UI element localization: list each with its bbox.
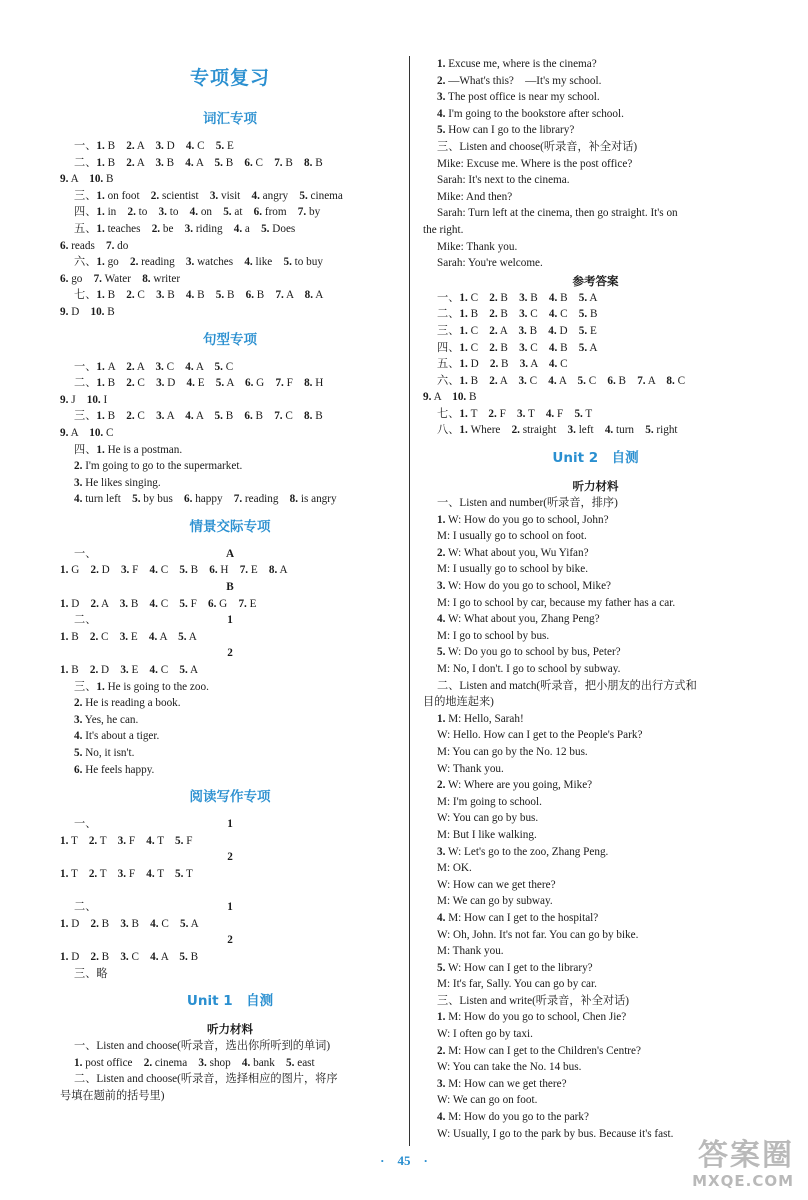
line-text: M: I go to school by bus. [437, 629, 550, 642]
line-text: 1. D 2. A 3. B 4. C 5. F 6. G 7. E [60, 597, 257, 610]
line-text: 5. How can I go to the library? [437, 124, 575, 137]
text-line [423, 373, 768, 390]
line-text: M: I usually go to school by bike. [437, 563, 589, 576]
line-text: 三、略 [74, 967, 108, 980]
line-text: 4. I'm going to the bookstore after school. [437, 107, 624, 120]
line-text: W: Usually, I go to the park by bus. Because it's fast. [437, 1127, 674, 1140]
text-line [423, 189, 768, 206]
sub-section-title: 听力材料 [572, 479, 619, 494]
section-title: 词汇专项 [203, 111, 257, 127]
text-line [60, 491, 400, 508]
text-line [60, 612, 400, 629]
group-label: 1 [227, 818, 233, 831]
page-number: · 45 · [380, 1153, 428, 1168]
line-text: 6. go 7. Water 8. writer [60, 272, 181, 285]
text-line [423, 89, 768, 106]
line-text: 八、1. Where 2. straight 3. left 4. turn 5. right [437, 424, 678, 437]
text-line [423, 744, 768, 761]
text-line [60, 645, 400, 662]
line-text: 1. D 2. B 3. B 4. C 5. A [60, 917, 199, 930]
text-line [423, 239, 768, 256]
text-line [423, 711, 768, 728]
group-label: 1 [227, 901, 233, 914]
line-text: W: Oh, John. It's not far. You can go by bike. [437, 928, 639, 941]
text-line [423, 877, 768, 894]
text-line [423, 255, 768, 272]
text-line [60, 679, 400, 696]
line-text: 4. It's about a tiger. [74, 730, 160, 743]
text-line [423, 528, 768, 545]
text-line [423, 495, 768, 512]
section-title: 情景交际专项 [189, 518, 271, 535]
text-line [60, 408, 400, 425]
text-line [423, 993, 768, 1010]
text-line [423, 56, 768, 73]
text-line [60, 1055, 400, 1072]
text-line [423, 927, 768, 944]
line-text: Mike: Thank you. [437, 240, 518, 253]
line-text: 三、Listen and write(听录音，补全对话) [437, 994, 630, 1007]
line-text: Sarah: It's next to the cinema. [437, 174, 570, 187]
text-line [423, 910, 768, 927]
watermark-text: 答案圈 [698, 1138, 794, 1173]
line-text: 七、1. T 2. F 3. T 4. F 5. T [437, 407, 593, 420]
line-text: 2. I'm going to go to the supermarket. [74, 460, 243, 473]
line-text: 2. —What's this? —It's my school. [437, 74, 602, 87]
line-text: 5. W: Do you go to school by bus, Peter? [437, 646, 621, 659]
text-line [60, 966, 400, 983]
text-line [423, 106, 768, 123]
text-line [60, 762, 400, 779]
line-text: 1. G 2. D 3. F 4. C 5. B 6. H 7. E 8. A [60, 564, 288, 577]
text-line [423, 406, 768, 423]
text-line [60, 849, 400, 866]
line-text: 三、Listen and choose(听录音，补全对话) [437, 140, 638, 153]
line-text: 二、 [74, 614, 97, 627]
line-text: M: You can go by the No. 12 bus. [437, 745, 588, 758]
line-text: 3. W: How do you go to school, Mike? [437, 580, 612, 593]
line-text: 1. W: How do you go to school, John? [437, 513, 609, 526]
section-title: Unit 2 自测 [552, 450, 639, 467]
text-line [60, 916, 400, 933]
text-line [423, 727, 768, 744]
line-text: 3. Yes, he can. [74, 713, 139, 726]
sub-section-title: 听力材料 [207, 1022, 253, 1037]
text-line [60, 271, 400, 288]
group-label: B [226, 581, 234, 594]
text-line [60, 932, 400, 949]
text-line [60, 695, 400, 712]
line-text: 4. W: What about you, Zhang Peng? [437, 613, 600, 626]
text-line [423, 222, 768, 239]
column-divider [409, 56, 410, 1146]
text-line [423, 761, 768, 778]
text-line [423, 578, 768, 595]
line-text: 一、Listen and number(听录音，排序) [437, 497, 618, 510]
line-text: 3. M: How can we get there? [437, 1077, 567, 1090]
text-line [60, 745, 400, 762]
text-line [60, 833, 400, 850]
text-line [423, 545, 768, 562]
line-text: 9. A 10. B [60, 173, 114, 186]
text-line [60, 1071, 400, 1088]
text-line [423, 794, 768, 811]
text-line [60, 254, 400, 271]
text-line [60, 155, 400, 172]
text-line [423, 644, 768, 661]
line-text: 2. M: How can I get to the Children's Centre? [437, 1044, 641, 1057]
line-text: 3. He likes singing. [74, 476, 161, 489]
text-line [60, 949, 400, 966]
line-text: 1. post office 2. cinema 3. shop 4. bank 5. east [74, 1056, 315, 1069]
text-line [423, 678, 768, 695]
group-label: 2 [227, 647, 233, 660]
line-text: 5. W: How can I get to the library? [437, 961, 593, 974]
text-line [423, 561, 768, 578]
line-text: 四、1. He is a postman. [74, 443, 183, 456]
text-line [423, 172, 768, 189]
section-title: Unit 1 自测 [186, 993, 274, 1010]
text-line [60, 866, 400, 883]
text-line [60, 392, 400, 409]
right-column [423, 56, 768, 1142]
text-line [60, 171, 400, 188]
line-text: 三、1. B 2. C 3. A 4. A 5. B 6. B 7. C 8. B [74, 410, 323, 423]
line-text: 一、Listen and choose(听录音，选出你所听到的单词) [74, 1040, 331, 1053]
text-line [60, 596, 400, 613]
text-line [60, 442, 400, 459]
line-text: 9. J 10. I [60, 393, 108, 406]
line-text: 9. D 10. B [60, 305, 115, 318]
text-line [60, 188, 400, 205]
text-line [423, 943, 768, 960]
text-line [60, 562, 400, 579]
line-text: 4. M: How do you go to the park? [437, 1111, 589, 1124]
text-line [423, 122, 768, 139]
line-text: 一、 [74, 547, 97, 560]
text-line [60, 359, 400, 376]
text-line [423, 844, 768, 861]
text-line [423, 512, 768, 529]
text-line [423, 611, 768, 628]
line-text: 5. No, it isn't. [74, 747, 135, 759]
line-text: 二、1. B 2. C 3. D 4. E 5. A 6. G 7. F 8. H [74, 377, 324, 390]
line-text: W: You can go by bus. [437, 812, 539, 825]
line-text: M: I usually go to school on foot. [437, 530, 587, 543]
group-label: A [225, 547, 235, 560]
line-text: 2. W: Where are you going, Mike? [437, 779, 593, 792]
line-text: W: How can we get there? [437, 878, 556, 891]
line-text: 一、 [74, 818, 97, 831]
line-text: 四、1. C 2. B 3. C 4. B 5. A [437, 341, 598, 354]
section-title: 阅读写作专项 [189, 789, 271, 806]
text-line [423, 976, 768, 993]
text-line [423, 777, 768, 794]
text-line [60, 579, 400, 596]
text-line [423, 595, 768, 612]
line-text: 三、1. on foot 2. scientist 3. visit 4. angry 5. cinema [74, 189, 343, 202]
line-text: M: We can go by subway. [437, 895, 553, 908]
line-text: M: I'm going to school. [437, 795, 542, 808]
text-line [60, 375, 400, 392]
line-text: 6. He feels happy. [74, 763, 155, 776]
group-label: 2 [227, 851, 233, 864]
line-text: 四、1. in 2. to 3. to 4. on 5. at 6. from 7. by [74, 206, 321, 219]
line-text: 二、Listen and match(听录音，把小朋友的出行方式和 [437, 679, 697, 692]
line-text: 二、Listen and choose(听录音，选择相应的图片，将序 [74, 1073, 338, 1086]
text-line [60, 287, 400, 304]
line-text: 一、1. B 2. A 3. D 4. C 5. E [74, 140, 234, 152]
text-line [423, 1092, 768, 1109]
text-line [423, 1076, 768, 1093]
line-text: 六、1. go 2. reading 3. watches 4. like 5. to buy [74, 256, 323, 269]
line-text: the right. [423, 223, 464, 236]
text-line [60, 1038, 400, 1055]
text-line [423, 306, 768, 323]
text-line [423, 1043, 768, 1060]
line-text: Sarah: You're welcome. [437, 257, 543, 270]
line-text: 五、1. D 2. B 3. A 4. C [437, 358, 568, 371]
text-line [423, 356, 768, 373]
text-line [60, 475, 400, 492]
text-line [423, 73, 768, 90]
text-line [60, 816, 400, 833]
text-line [423, 827, 768, 844]
line-text: 七、1. B 2. C 3. B 4. B 5. B 6. B 7. A 8. A [74, 289, 324, 302]
line-text: W: You can take the No. 14 bus. [437, 1061, 582, 1074]
text-line [60, 546, 400, 563]
line-text: 1. T 2. T 3. F 4. T 5. F [60, 834, 193, 847]
text-line [423, 205, 768, 222]
text-line [423, 340, 768, 357]
watermark-url: MXQE.COM [692, 1172, 794, 1190]
text-line [423, 694, 768, 711]
line-text: Mike: And then? [437, 190, 513, 203]
text-line [60, 883, 400, 900]
line-text: 6. reads 7. do [60, 239, 129, 252]
text-line [60, 221, 400, 238]
text-line [60, 1088, 400, 1105]
line-text: 4. M: How can I get to the hospital? [437, 911, 599, 924]
line-text: 二、1. B 2. B 3. C 4. C 5. B [437, 308, 598, 321]
text-line [60, 712, 400, 729]
watermark-logo [692, 1140, 794, 1190]
line-text: M: No, I don't. I go to school by subway. [437, 663, 621, 675]
line-text: Sarah: Turn left at the cinema, then go straight. It's on [437, 207, 678, 220]
line-text: M: I go to school by car, because my father has a car. [437, 596, 676, 609]
text-line [423, 139, 768, 156]
text-line [423, 661, 768, 678]
line-text: Mike: Excuse me. Where is the post office? [437, 157, 633, 170]
line-text: M: It's far, Sally. You can go by car. [437, 978, 597, 991]
text-line [423, 960, 768, 977]
line-text: W: I often go by taxi. [437, 1028, 533, 1041]
line-text: 3. The post office is near my school. [437, 91, 600, 104]
text-line [423, 156, 768, 173]
text-line [423, 323, 768, 340]
group-label: 1 [227, 614, 233, 627]
line-text: 三、1. C 2. A 3. B 4. D 5. E [437, 324, 597, 337]
line-text: W: Hello. How can I get to the People's Park? [437, 729, 643, 742]
line-text: W: Thank you. [437, 762, 504, 775]
text-line [423, 1009, 768, 1026]
text-line [60, 899, 400, 916]
line-text: 4. turn left 5. by bus 6. happy 7. reading 8. is angry [74, 493, 337, 506]
line-text: 9. A 10. B [423, 391, 477, 404]
line-text: 2. W: What about you, Wu Yifan? [437, 546, 589, 559]
text-line [60, 204, 400, 221]
line-text: W: We can go on foot. [437, 1094, 538, 1107]
line-text: 1. T 2. T 3. F 4. T 5. T [60, 867, 193, 880]
text-line [423, 1026, 768, 1043]
text-line [423, 1109, 768, 1126]
text-line [423, 389, 768, 406]
text-line [423, 1059, 768, 1076]
text-line [60, 728, 400, 745]
text-line [60, 425, 400, 442]
line-text: 二、1. B 2. A 3. B 4. A 5. B 6. C 7. B 8. B [74, 156, 323, 169]
line-text: 1. D 2. B 3. C 4. A 5. B [60, 950, 199, 963]
text-line [423, 290, 768, 307]
line-text: 3. W: Let's go to the zoo, Zhang Peng. [437, 845, 609, 858]
text-line [423, 860, 768, 877]
answer-key-title: 参考答案 [572, 273, 619, 288]
section-title: 句型专项 [203, 331, 257, 348]
line-text: 1. M: Hello, Sarah! [437, 712, 524, 725]
text-line [60, 138, 400, 155]
line-text: 一、1. A 2. A 3. C 4. A 5. C [74, 360, 234, 373]
text-line [60, 238, 400, 255]
text-line [423, 893, 768, 910]
line-text: 号填在题前的括号里) [60, 1089, 165, 1102]
line-text: 9. A 10. C [60, 426, 114, 439]
text-line [60, 629, 400, 646]
line-text: M: But I like walking. [437, 828, 537, 841]
line-text: 三、1. He is going to the zoo. [74, 680, 209, 693]
line-text: 五、1. teaches 2. be 3. riding 4. a 5. Does [74, 222, 296, 235]
left-column [60, 56, 400, 1105]
line-text: 1. Excuse me, where is the cinema? [437, 58, 597, 70]
group-label: 2 [227, 934, 233, 947]
line-text: 1. M: How do you go to school, Chen Jie? [437, 1011, 627, 1024]
line-text: M: Thank you. [437, 945, 504, 958]
text-line [423, 810, 768, 827]
text-line [60, 304, 400, 321]
page-title: 专项复习 [189, 67, 270, 89]
text-line [423, 628, 768, 645]
line-text: 2. He is reading a book. [74, 697, 181, 710]
text-line [60, 662, 400, 679]
line-text: 六、1. B 2. A 3. C 4. A 5. C 6. B 7. A 8. C [437, 374, 686, 387]
text-line [60, 458, 400, 475]
line-text: M: OK. [437, 862, 472, 875]
line-text: 1. B 2. D 3. E 4. C 5. A [60, 664, 199, 677]
line-text: 一、1. C 2. B 3. B 4. B 5. A [437, 291, 598, 304]
line-text: 目的地连起来) [423, 696, 494, 709]
line-text: 1. B 2. C 3. E 4. A 5. A [60, 630, 197, 643]
line-text: 二、 [74, 901, 97, 914]
text-line [423, 422, 768, 439]
